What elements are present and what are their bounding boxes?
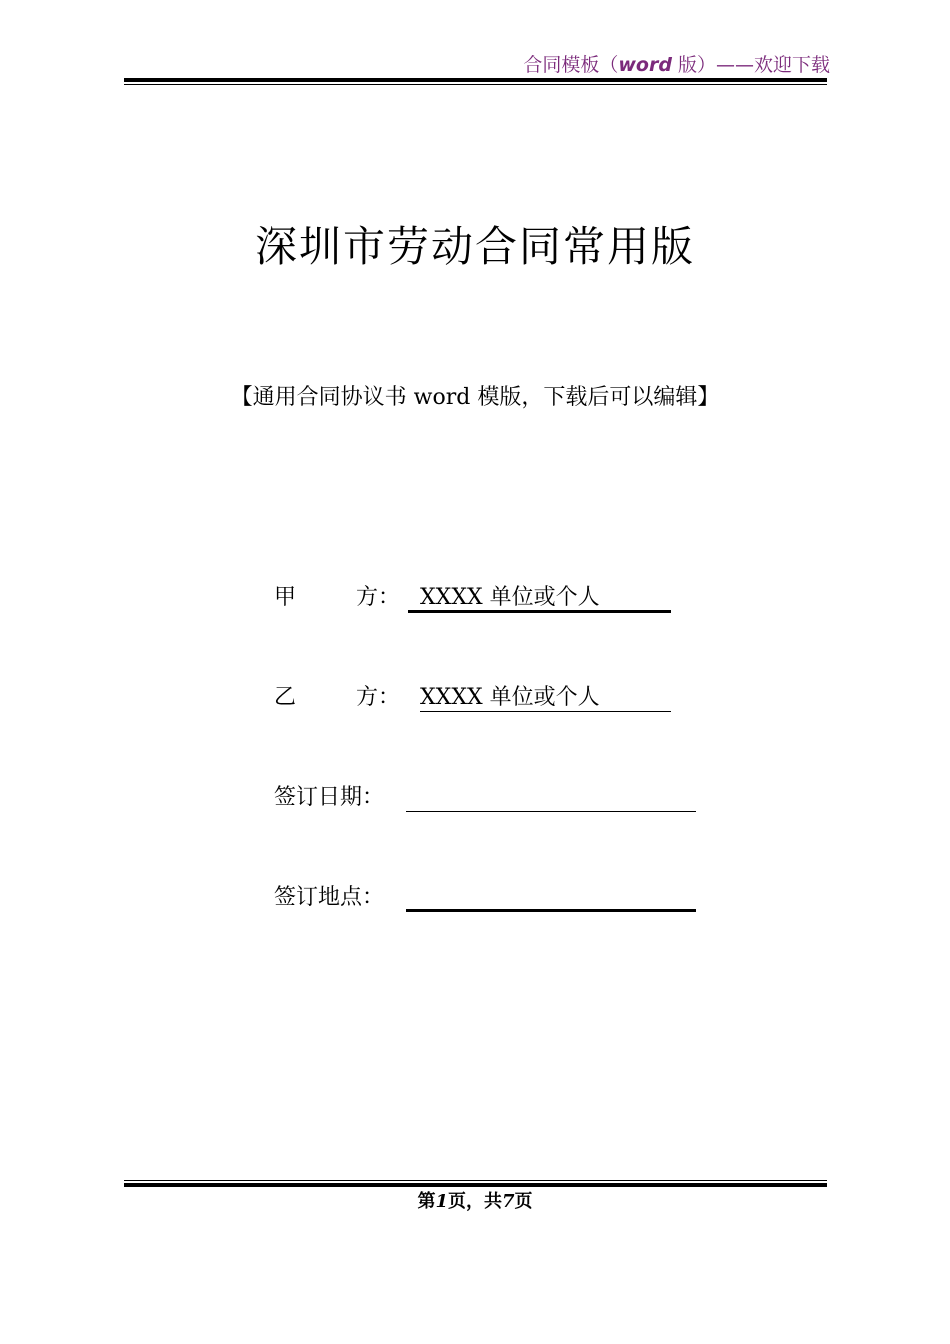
- party-a-field: [274, 580, 674, 614]
- party-b-value: XXXX 单位或个人: [420, 685, 600, 710]
- page-current: 1: [435, 1191, 448, 1212]
- header-prefix: 合同模板（: [523, 54, 619, 76]
- page-middle: 页，共: [448, 1191, 502, 1212]
- sign-date-underline: [406, 811, 696, 812]
- page-total: 7: [502, 1191, 515, 1212]
- header-text: [523, 50, 830, 77]
- party-a-value: XXXX 单位或个人: [420, 585, 600, 610]
- party-b-label-second: 方：: [356, 685, 401, 710]
- page-suffix: 页: [514, 1191, 533, 1212]
- footer-rule-thin: [124, 1180, 827, 1181]
- header-rule-thick: [124, 78, 827, 82]
- party-b-label-first: 乙: [274, 685, 297, 710]
- party-a-label-second: 方：: [356, 585, 401, 610]
- sign-date-label: 签订日期：: [274, 785, 385, 810]
- header-word: word: [618, 54, 672, 76]
- sign-place-underline: [406, 909, 696, 912]
- sign-place-field: [274, 880, 414, 914]
- document-title: 深圳市劳动合同常用版: [254, 222, 695, 271]
- document-subtitle: 【通用合同协议书 word 模版，下载后可以编辑】: [230, 385, 720, 410]
- party-b-underline: [420, 711, 671, 712]
- header-suffix: 版）——欢迎下载: [671, 54, 830, 76]
- sign-date-field: [274, 780, 414, 814]
- sign-place-label: 签订地点：: [274, 885, 385, 910]
- party-a-underline: [408, 610, 671, 613]
- party-a-label-first: 甲: [274, 585, 297, 610]
- page-number: [0, 1187, 950, 1213]
- page-prefix: 第: [417, 1191, 436, 1212]
- party-b-field: [274, 680, 674, 714]
- header-rule-thin: [124, 84, 827, 85]
